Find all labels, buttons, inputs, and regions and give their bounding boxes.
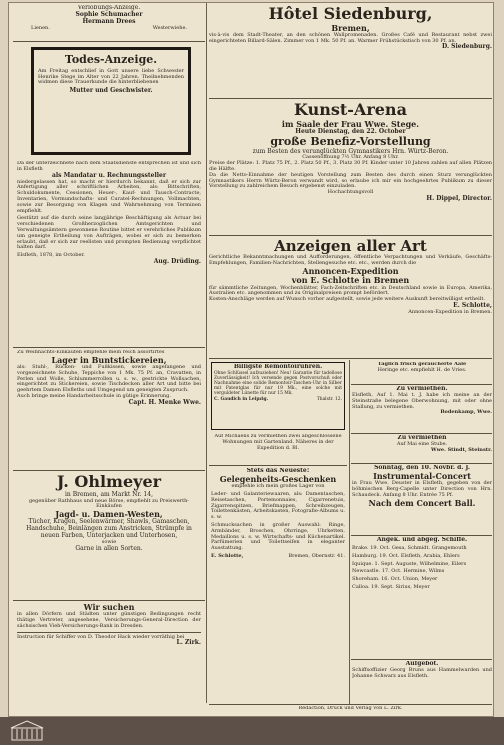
divider (17, 632, 201, 633)
obituary-title: Todes-Anzeige. (64, 54, 158, 66)
annoncen-ad (209, 238, 492, 356)
hotel-signature: D. Siedenburg. (442, 43, 492, 51)
remontoir-signature: C. Gaudich in Leipzig. (214, 396, 269, 402)
ohlmeyer-intro: gegenüber Rathhaus und neue Börse, empfiehlt zu Preiswerth-Einkäufen (28, 497, 189, 510)
annoncen-title: Anzeigen aller Art (274, 238, 427, 255)
ships-heading: Angek. und abgeg. Schiffe. (376, 537, 468, 543)
ship-row: Calloa. 19. Sept. Sirius, Meyer (352, 583, 430, 590)
annoncen-body-2: für sämmtliche Zeitungen, Wochenblätter, Fach-Zeitschriften etc. in Deutschland sowie in Europa, Amerika, Australien etc. angenommen und zu Originalpreisen prompt befördert. (209, 284, 492, 297)
engagement-place-2: Westerwiehe. (152, 24, 187, 31)
divider (13, 41, 205, 42)
hotel-title: Hôtel Siedenburg, (268, 5, 433, 23)
mandatar-body-2: Gestützt auf die durch seine langjährige Beschäftigung als Actuar bei verschiedenen Großherzoglichen Amtsgerichten und Verwaltungsämtern gewonnene Routine bittet er verehrliches Publikum um geneigte Ertheilung von Aufträgen, wobei er sich zu bemerken erlaubt, daß er sich zur reellsten und prompten Bedienung verpflichtet halten darf. (17, 215, 201, 251)
kunst-arena-ad (209, 101, 492, 233)
apartments-body: Auf Michaelis zu vermiethen zwei abgeschlossene Wohnungen mit Gartenland. Näheres in der Expedition d. Bl. (214, 434, 342, 451)
divider (351, 463, 492, 464)
rental-2-body: Auf Mai eine Stube. (396, 440, 448, 447)
kunst-arena-closing: Hochachtungsvoll (327, 189, 374, 196)
kunst-arena-date: Heute Dienstag, den 22. October (295, 127, 406, 135)
divider (351, 659, 492, 660)
engagement-heading: Verlobungs-Anzeige. (77, 5, 141, 11)
remontoir-frame (211, 362, 345, 430)
kunst-arena-venue: im Saale der Frau Wwe. Stege. (281, 118, 420, 129)
kunst-arena-purpose: zum Besten des verunglückten Gymnastikers Hrn. Würtz-Beron. (252, 147, 449, 155)
kunst-arena-body: Da die Netto-Einnahme der heutigen Vorstellung zum Besten des durch einen Sturz verunglückten Gymnastikers Herrn Würtz-Beron verwandt wird, so erlaube ich mir ein hochgeehrtes Publikum zu dieser Vorstellung zu zahlreichem Besuch ergebenst einzuladen. (209, 171, 492, 190)
instruction-book-seller: L. Zirk. (176, 639, 201, 647)
divider (351, 384, 492, 385)
kunst-arena-times: Cassenöffnung 7½ Uhr. Anfang 8 Uhr. (302, 154, 399, 161)
kunst-arena-title: Kunst-Arena (294, 101, 407, 119)
concert-title: Instrumental-Concert (373, 470, 471, 481)
divider (209, 235, 492, 236)
kunst-arena-benefiz: große Benefiz-Vorstellung (270, 134, 431, 148)
ohlmeyer-yarn: Garne in allen Sorten. (75, 545, 143, 553)
instruction-book-note: Instruction für Schiffer von D. Theodor Hack wieder vorräthig bei (17, 633, 185, 640)
ship-row: Hamburg. 19. Oct. Elsfleth, Arabia, Ehlers (352, 552, 460, 559)
banns-body: Schiffsoffizier Georg Bruns aus Hammelwarden und Johanne Schwarz aus Elsfleth. (352, 666, 492, 679)
embroidery-school: Auch bringe meine Handarbeitsschule in gütige Erinnerung. (17, 393, 171, 400)
hotel-body: vis-à-vis dem Stadt-Theater, an den schönen Wallpromenaden. Großes Café und Restaurant nebst zwei eingerichteten Billard-Sälen. Zimmer von 1 Mk. 50 Pf. an. Warmer Frühstückstisch von 30 Pf. an. (209, 31, 492, 44)
gifts-ad (211, 468, 345, 703)
embroidery-intro: Zu Weihnachts-Einkäufen empfehle mein reich assortirtes (17, 350, 165, 355)
kunst-arena-prices: Preise der Plätze: 1. Platz 75 Pf., 2. Platz 50 Pf., 3. Platz 30 Pf. Kinder unter 10 Jahren zahlen auf allen Plätzen die Hälfte. (209, 160, 492, 173)
subcolumn-divider (349, 360, 350, 705)
colophon-text: Redaction, Druck und Verlag von L. Zirk. (298, 706, 403, 711)
engagement-name-1: Sophie Schumacher (75, 10, 143, 18)
mandatar-body: niedergelassen hat, so macht er hierdurch bekannt, daß er sich zur Anfertigung aller schriftlichen Arbeiten, als: Bittschriften, Schuldokumente, Cessionen, Heuer-, Kauf- und Tausch-Contracte, Inventarien, Vormundschafts- und Curatel-Rechnungen, Vollmachten, sowie zur Besorgung von Klagen und Wahrnehmung von Terminen empfiehlt. (17, 178, 201, 214)
gifts-heading: Stets das Neueste! (246, 468, 310, 474)
mandatar-signature: Aug. Drüding. (153, 257, 201, 265)
gifts-items: Leder- und Galanteriewaaren, als: Damentaschen, Reisetaschen, Portemonnaies, Cigarrenetuis, Zigarrenspitzen, Briefmappen, Schreibzeugen, Toilettenkästen, Arbeitskasten, Fotografie-Albums u. s. w. (211, 491, 345, 521)
gifts-signature: E. Schlotte, (211, 552, 244, 559)
ohlmeyer-sowie: sowie (101, 539, 117, 546)
ship-row: Iquique. 1. Sept. Auguste, Wilhelmine, Eilers (352, 560, 467, 567)
engagement-notice (13, 5, 205, 39)
hotel-ad (209, 5, 492, 97)
remontoir-title: Billigste Remontoiruhren. (233, 364, 323, 370)
herring-ad (352, 362, 492, 382)
divider (209, 358, 492, 359)
viewer-footer (0, 717, 504, 745)
herring-body: Heringe etc. empfiehlt H. de Vries. (377, 366, 467, 373)
mandatar-date: Elsfleth, 1878, im October. (17, 252, 85, 259)
divider (209, 465, 347, 466)
insurance-body: in allen Dörfern und Städten unter günstigen Bedingungen recht thätige Vertreter, angesehene, Versicherungs-General-Direction der sächsischen Vieh-Versicherungs-Bank in Dresden. (17, 611, 201, 629)
annoncen-body: Gerichtliche Bekanntmachungen und Aufforderungen, öffentliche Verpachtungen und Verkäufe, Geschäfts-Empfehlungen, Familien-Nachrichten, Stellengesuche etc. etc., werden durch die (209, 254, 492, 267)
rental-ad-1 (352, 386, 492, 432)
gifts-address: Bremen, Obernstr. 41. (288, 552, 345, 559)
concert-ball: Nach dem Concert Ball. (368, 497, 476, 508)
banns-heading: Aufgebot. (405, 661, 439, 667)
ship-row: Newcastle. 17. Oct. Hermine, Wilms (352, 568, 445, 575)
obituary (38, 54, 184, 150)
remontoir-address: Thalstr. 12. (316, 396, 342, 402)
insurance-title: Wir suchen (83, 603, 135, 612)
annoncen-signature: E. Schlotte, (453, 301, 492, 309)
kunst-arena-signature: H. Dippel, Director. (426, 195, 492, 203)
annoncen-signature-2: Annoncen-Expedition in Bremen. (408, 308, 492, 315)
ohlmeyer-ad (17, 473, 201, 597)
apartments-ad (211, 434, 345, 464)
embroidery-ad (17, 350, 201, 468)
ohlmeyer-title: Jagd- u. Damen-Westen, (55, 509, 163, 520)
ship-row: Shoreham. 16. Oct. Union, Meyer (352, 576, 438, 583)
divider (209, 98, 492, 99)
gifts-jewelry: Schmucksachen in großer Auswahl: Ringe, Armbänder, Broschen, Ohrringe, Uhrketten, Medaillons u. s. w. Wirtschafts- und Küchenartikel. Parfümerien und Toilettseifen in eleganter Ausstattung. (211, 522, 345, 552)
column-divider (206, 3, 207, 703)
remontoir-body: Ohne Schlüssel aufzuziehen! Neu! Garantie für tadellose Zuverlässigkeit! Ich versende gegen Postvorschuß oder Nachnahme eine solide Remontoir-Taschen-Uhr in Silber mit Patentglas für nur 19 Mk., eine solche mit verguldeter Lünette für nur 15 Mk. (214, 370, 342, 397)
ship-row: Brake. 19. Oct. Gesa, Schmidt. Grangemouth (352, 544, 467, 551)
ships-list (352, 537, 492, 657)
obituary-text: Am Freitag entschlief in Gott unsere liebe Schwester Henrike Stege im Alter von 22 Jahren. Theilnehmenden widmen diese Trauerkunde die hinterbliebenen (38, 67, 184, 86)
divider (351, 433, 492, 434)
engagement-name-2: Hermann Drees (82, 17, 136, 25)
concert-body: in Frau Wwe. Deuster in Elsfleth, gegeben von der böhmischen Berg-Capelle unter Direction von Hrn. Schaudeck. Anfang 8 Uhr. Entrée 75 Pf. (352, 480, 492, 498)
gifts-title: Gelegenheits-Geschenken (219, 473, 337, 484)
rental-1-body: Elsfleth, Auf 1. Mai t. J. habe ich meine an der Steinstraße belegene Oberwohnung, mit oder ohne Stallung, zu vermiethen. (352, 391, 492, 410)
ohlmeyer-address: in Bremen, am Markt Nr. 14, (65, 490, 153, 498)
divider (13, 600, 205, 601)
rental-1-heading: Zu vermiethen. (396, 386, 448, 392)
divider (13, 470, 205, 471)
remontoir-ad (214, 364, 342, 428)
obituary-frame (31, 47, 191, 155)
colophon (209, 706, 492, 715)
herring-title: Täglich frisch geräucherte Aale (377, 362, 467, 367)
concert-ad (352, 465, 492, 533)
annoncen-firm: von E. Schlotte in Bremen (291, 275, 410, 286)
obituary-signature: Mutter und Geschwister. (69, 87, 153, 95)
library-building-icon (10, 720, 44, 742)
divider (13, 347, 205, 348)
hotel-city: Bremen, (331, 22, 370, 33)
embroidery-body: als: Stuhl-, Rücken- und Fußkissen, sowie angefangene und vorgezeichnete Schuhe, Teppiche von 1 Mk. 75 Pf. an, Cravatten, in Perlen und Wolle, Schlummerrollen u. s. w., gestrickte Wollsachen, eingerichtet zu Stickereien, sowie Tischdecken aller Art und bitte bei geehrtem Damen Elsfleths und Umgegend um geneigten Zuspruch. (17, 364, 201, 394)
annoncen-expedition: Annoncen-Expedition (302, 265, 399, 276)
rental-ad-2 (352, 435, 492, 461)
annoncen-body-3: Kosten-Anschläge werden auf Wunsch vorher aufgestellt, sowie jede weitere Auskunft bereitwilligst ertheilt. (209, 296, 485, 303)
rental-2-signature: Wwe. Stindt, Steinstr. (430, 446, 492, 453)
mandatar-title: als Mandatar u. Rechnungssteller (51, 171, 167, 179)
rental-1-signature: Bodenkamp, Wwe. (440, 409, 492, 416)
divider (351, 535, 492, 536)
banns-notice (352, 661, 492, 689)
embroidery-signature: Capt. H. Menke Wwe. (128, 398, 201, 406)
concert-date: Sonntag, den 10. Novbr. d. J. (374, 465, 470, 471)
ohlmeyer-name: J. Ohlmeyer (56, 473, 162, 491)
mandatar-intro: Da der unterzeichnete nach dem Staatsdienste entsprechen ist und sich in Elsfleth (17, 161, 201, 172)
mandatar-ad (17, 161, 201, 343)
newspaper-page (8, 2, 494, 717)
rental-2-heading: Zu vermiethen (397, 435, 447, 441)
insurance-ad (17, 603, 201, 703)
engagement-place-1: Lienen. (31, 24, 50, 31)
divider (209, 704, 492, 705)
embroidery-title: Lager in Buntstickereien, (51, 354, 167, 365)
gifts-intro: empfehle ich mein großes Lager von (231, 483, 325, 490)
ohlmeyer-items: Tücher, Kragen, Seelenwärmer, Shawls, Gamaschen, Handschuhe, Beinlängen zum Anstricken, Strümpfe in neuen Farben, Unterjacken und Unterhosen, (26, 518, 192, 540)
